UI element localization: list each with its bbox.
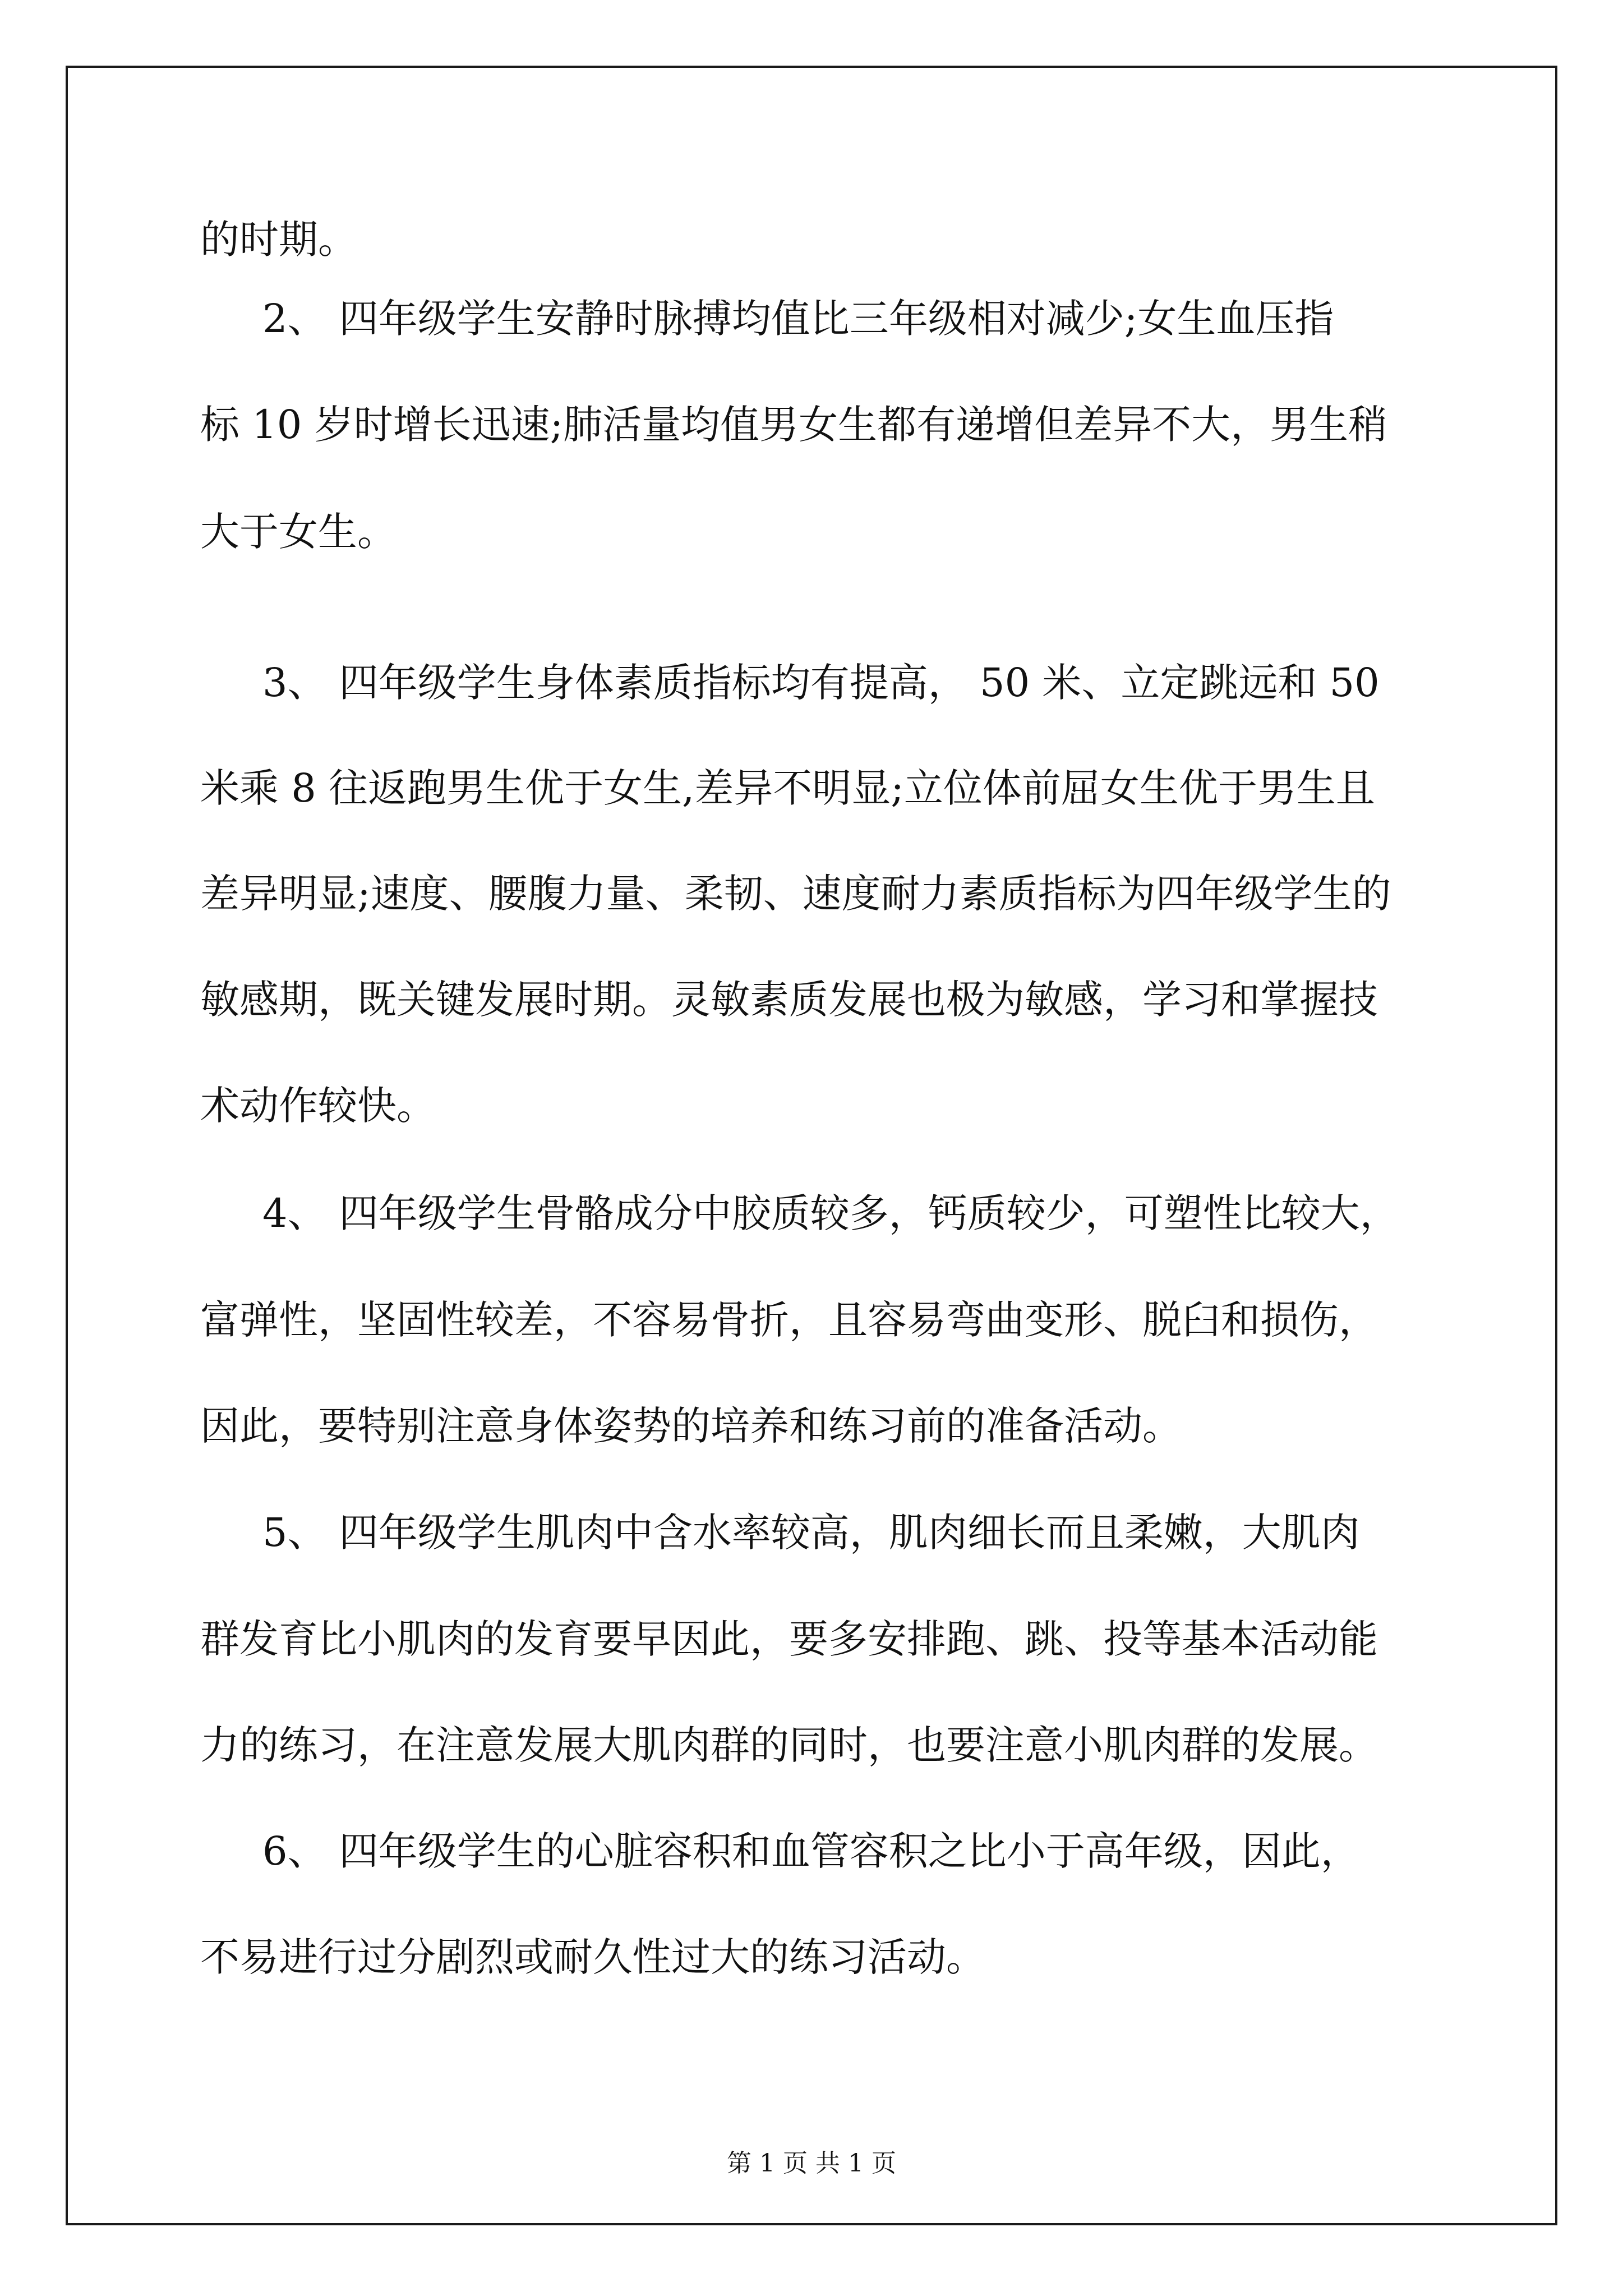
text-line: 差异明显;速度、腰腹力量、柔韧、速度耐力素质指标为四年级学生的 [200, 871, 1391, 917]
page-footer: 第 1 页 共 1 页 [727, 2149, 896, 2178]
text-line: 群发育比小肌肉的发育要早因此，要多安排跑、跳、投等基本活动能 [200, 1616, 1378, 1662]
paragraph-5-line-1: 5、 四年级学生肌肉中含水率较高，肌肉细长而且柔嫩，大肌肉 [262, 1510, 1360, 1556]
paragraph-2-line-1: 2、 四年级学生安静时脉搏均值比三年级相对减少;女生血压指 [262, 296, 1334, 342]
text-line: 富弹性，坚固性较差，不容易骨折，且容易弯曲变形、脱臼和损伤， [200, 1297, 1378, 1343]
text-line: 米乘 8 往返跑男生优于女生,差异不明显;立位体前屈女生优于男生且 [200, 765, 1375, 811]
text-line: 标 10 岁时增长迅速;肺活量均值男女生都有递增但差异不大，男生稍 [200, 402, 1388, 448]
text-line: 大于女生。 [200, 509, 396, 555]
text-line: 敏感期，既关键发展时期。灵敏素质发展也极为敏感，学习和掌握技 [200, 977, 1378, 1023]
text-line: 术动作较快。 [200, 1083, 436, 1129]
paragraph-6-line-1: 6、 四年级学生的心脏容积和血管容积之比小于高年级，因此， [262, 1828, 1360, 1874]
paragraph-3-line-1: 3、 四年级学生身体素质指标均有提高， 50 米、立定跳远和 50 [262, 660, 1380, 706]
page-border [66, 66, 1557, 2225]
text-line: 的时期。 [200, 217, 357, 263]
text-line: 因此，要特别注意身体姿势的培养和练习前的准备活动。 [200, 1403, 1182, 1449]
paragraph-4-line-1: 4、 四年级学生骨骼成分中胶质较多，钙质较少，可塑性比较大， [262, 1190, 1399, 1236]
text-line: 力的练习，在注意发展大肌肉群的同时，也要注意小肌肉群的发展。 [200, 1722, 1378, 1768]
text-line: 不易进行过分剧烈或耐久性过大的练习活动。 [200, 1934, 985, 1980]
